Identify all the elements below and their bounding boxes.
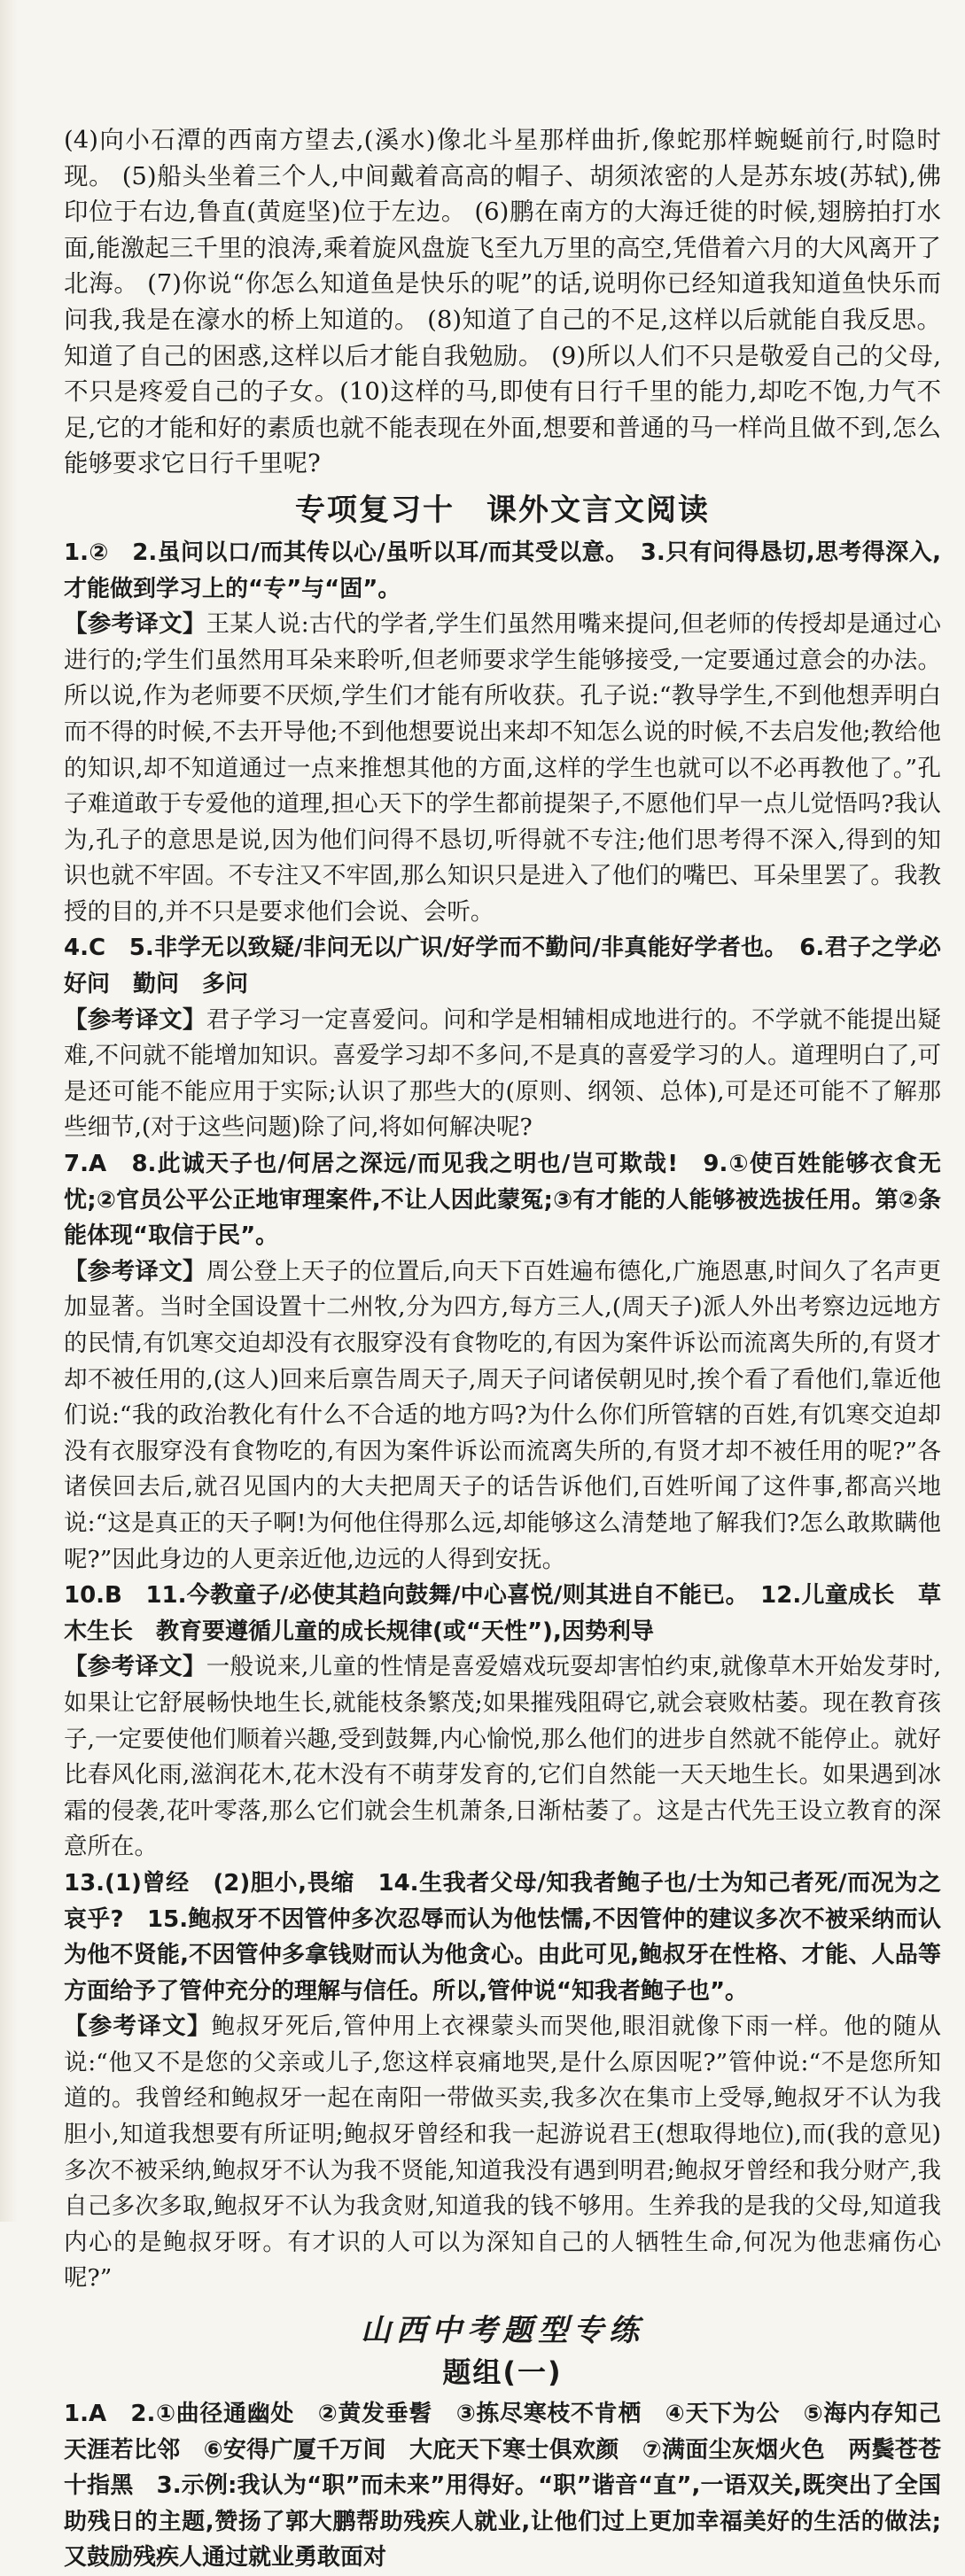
translation-tag: 【参考译文】 (64, 1005, 206, 1034)
shanxi-section-title: 山西中考题型专练 (361, 2313, 644, 2349)
section10-title: 专项复习十 课外文言文阅读 (295, 492, 710, 528)
translation-4-text: 一般说来,儿童的性情是喜爱嬉戏玩耍却害怕约束,就像草木开始发芽时,如果让它舒展畅快地生长,就能枝条繁茂;如果摧残阻碍它,就会衰败枯萎。现在教育孩子,一定要使他们顺着兴趣,受到鼓舞,内心愉悦,那么他们的进步自然就不能停止。就好比春风化雨,滋润花木,花木没有不萌芽发育的,它们自然能一天天地生长。如果遇到冰霜的侵袭,花叶零落,那么它们就会生机萧条,日渐枯萎了。这是古代先王设立教育的深意所在。 (64, 1653, 941, 1861)
answers-7-9: 7.A 8.此诚天子也/何居之深远/而见我之明也/岂可欺哉! 9.①使百姓能够衣食无忧;②官员公平公正地审理案件,不让人因此蒙冤;③有才能的人能够被选拔任用。第②条能体现“取信于民”。 (64, 1151, 941, 1250)
translation-1 (64, 607, 941, 930)
translation-1-text: 王某人说:古代的学者,学生们虽然用嘴来提问,但老师的传授却是通过心进行的;学生们虽然用耳朵来聆听,但老师要求学生能够接受,一定要通过意会的办法。所以说,作为老师要不厌烦,学生们才能有所收获。孔子说:“教导学生,不到他想弄明白而不得的时候,不去开导他;不到他想要说出来却不知怎么说的时候,不去启发他;教给他的知识,却不知道通过一点来推想其他的方面,这样的学生也就可以不必再教他了。”孔子难道敢于专爱他的道理,担心天下的学生都前提架子,不愿他们早一点儿觉悟吗?我认为,孔子的意思是说,因为他们问得不恳切,听得就不专注;他们思考得不深入,得到的知识也就不牢固。不专注又不牢固,那么知识只是进入了他们的嘴巴、耳朵里罢了。我教授的目的,并不只是要求他们会说、会听。 (64, 610, 942, 926)
translation-3-text: 周公登上天子的位置后,向天下百姓遍布德化,广施恩惠,时间久了名声更加显著。当时全国设置十二州牧,分为四方,每方三人,(周天子)派人外出考察边远地方的民情,有饥寒交迫却没有衣服穿没有食物吃的,有因为案件诉讼而流离失所的,有贤才却不被任用的,(这人)回来后禀告周天子,周天子问诸侯朝见时,挨个看了看他们,靠近他们说:“我的政治教化有什么不合适的地方吗?为什么你们所管辖的百姓,有饥寒交迫却没有衣服穿没有食物吃的,有因为案件诉讼而流离失所的,有贤才却不被任用的呢?”各诸侯回去后,就召见国内的大夫把周天子的话告诉他们,百姓听闻了这件事,都高兴地说:“这是真正的天子啊!为何他住得那么远,却能够这么清楚地了解我们?怎么敢欺瞒他呢?”因此身边的人更亲近他,边远的人得到安抚。 (64, 1257, 941, 1573)
section9-answers-tail: (4)向小石潭的西南方望去,(溪水)像北斗星那样曲折,像蛇那样蜿蜒前行,时隐时现。 (5)船头坐着三个人,中间戴着高高的帽子、胡须浓密的人是苏东坡(苏轼),佛印位于右边,鲁直(黄庭坚)位于左边。 (6)鹏在南方的大海迁徙的时候,翅膀拍打水面,能激起三千里的浪涛,乘着旋风盘旋飞至九万里的高空,凭借着六月的大风离开了北海。 (7)你说“你怎么知道鱼是快乐的呢”的话,说明你已经知道我知道鱼快乐而问我,我是在濠水的桥上知道的。 (8)知道了自己的不足,这样以后就能自我反思。知道了自己的困惑,这样以后才能自我勉励。 (9)所以人们不只是敬爱自己的父母,不只是疼爱自己的子女。(10)这样的马,即使有日行千里的能力,却吃不饱,力气不足,它的才能和好的素质也就不能表现在外面,想要和普通的马一样尚且做不到,怎么能够要求它日行千里呢? (64, 126, 941, 478)
translation-2 (64, 1003, 941, 1146)
translation-4 (64, 1649, 941, 1866)
answers-13-15: 13.(1)曾经 (2)胆小,畏缩 14.生我者父母/知我者鲍子也/士为知己者死/而况为之哀乎? 15.鲍叔牙不因管仲多次忍辱而认为他怯懦,不因管仲的建议多次不被采纳而认为他不贤能,不因管仲多拿钱财而认为他贪心。由此可见,鲍叔牙在性格、才能、人品等方面给予了管仲充分的理解与信任。所以,管仲说“知我者鲍子也”。 (64, 1869, 941, 2005)
answers-10-12: 10.B 11.今教童子/必使其趋向鼓舞/中心喜悦/则其进自不能已。 12.儿童成长 草木生长 教育要遵循儿童的成长规律(或“天性”),因势利导 (64, 1582, 941, 1645)
answer-page (64, 122, 965, 2576)
translation-tag: 【参考译文】 (64, 1653, 206, 1681)
translation-tag: 【参考译文】 (64, 1257, 206, 1285)
answers-1-3: 1.② 2.虽问以口/而其传以心/虽听以耳/而其受以意。 3.只有问得恳切,思考得深入,才能做到学习上的“专”与“固”。 (64, 539, 941, 602)
translation-tag: 【参考译文】 (64, 610, 206, 639)
translation-2-text: 君子学习一定喜爱问。问和学是相辅相成地进行的。不学就不能提出疑难,不问就不能增加知识。喜爱学习却不多问,不是真的喜爱学习的人。道理明白了,可是还可能不能应用于实际;认识了那些大的(原则、纲领、总体),可是还可能不了解那些细节,(对于这些问题)除了问,将如何解决呢? (64, 1005, 942, 1142)
translation-3 (64, 1254, 941, 1578)
question-group-title: 题组(一) (442, 2355, 563, 2390)
translation-5-text: 鲍叔牙死后,管仲用上衣裸蒙头而哭他,眼泪就像下雨一样。他的随从说:“他又不是您的父亲或儿子,您这样哀痛地哭,是什么原因呢?”管仲说:“不是您所知道的。我曾经和鲍叔牙一起在南阳一带做买卖,我多次在集市上受辱,鲍叔牙不认为我胆小,知道我想要有所证明;鲍叔牙曾经和我一起游说君王(想取得地位),而(我的意见)多次不被采纳,鲍叔牙不认为我不贤能,知道我没有遇到明君;鲍叔牙曾经和我分财产,我自己多次多取,鲍叔牙不认为我贪财,知道我的钱不够用。生养我的是我的父母,知道我内心的是鲍叔牙呀。有才识的人可以为深知自己的人牺牲生命,何况为他悲痛伤心呢?” (64, 2013, 941, 2293)
page-binding-shadow (0, 0, 18, 2222)
translation-5 (64, 2009, 941, 2297)
answers-4-6: 4.C 5.非学无以致疑/非问无以广识/好学而不勤问/非真能好学者也。 6.君子之学必好问 勤问 多问 (64, 935, 941, 998)
shanxi-answers-1-3: 1.A 2.①曲径通幽处 ②黄发垂髫 ③拣尽寒枝不肯栖 ④天下为公 ⑤海内存知己 天涯若比邻 ⑥安得广厦千万间 大庇天下寒士俱欢颜 ⑦满面尘灰烟火色 两鬓苍苍十指黑 3.示例:我认为“职”而未来”用得好。“职”谐音“直”,一语双关,既突出了全国助残日的主题,赞扬了郭大鹏帮助残疾人就业,让他们过上更加幸福美好的生活的做法;又鼓励残疾人通过就业勇敢面对 (64, 2401, 965, 2572)
translation-tag: 【参考译文】 (64, 2013, 212, 2041)
